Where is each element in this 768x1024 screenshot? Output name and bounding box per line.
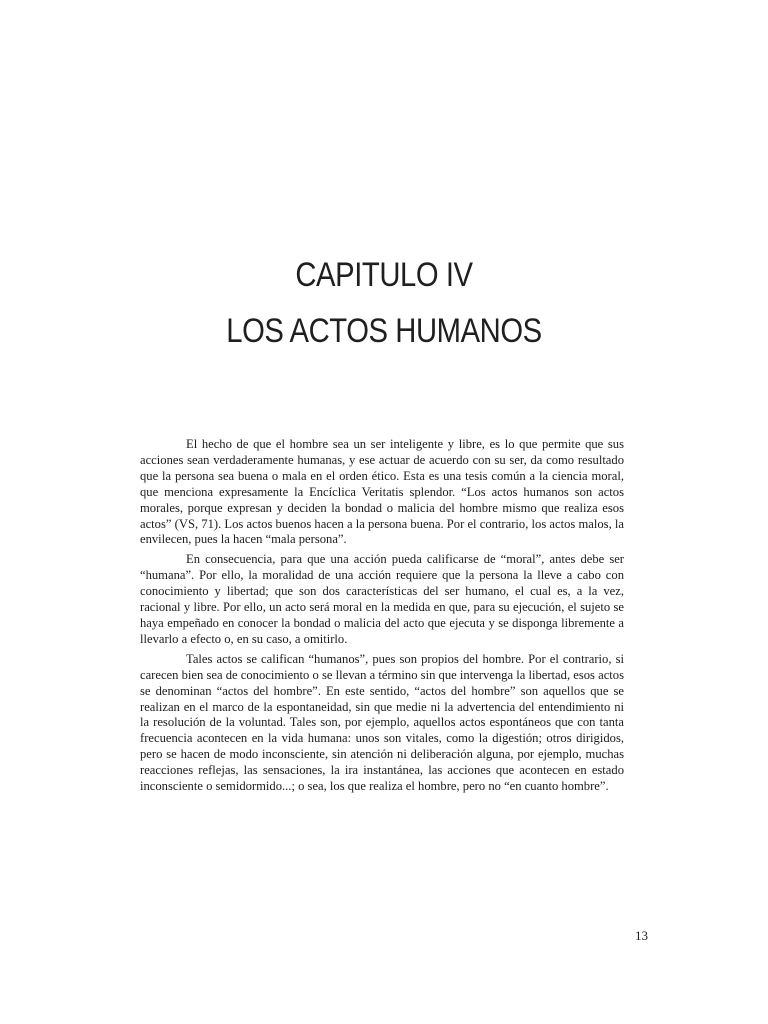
chapter-number: CAPITULO IV (295, 256, 473, 294)
page-number: 13 (635, 928, 648, 943)
paragraph-1: El hecho de que el hombre sea un ser inteligente y libre, es lo que permite que sus acciones sean verdaderamente humanas, y ese actuar de acuerdo con su ser, da como resultado que la persona sea buena o mala en el orden ético. Esta es una tesis común a la ciencia moral, que menciona expresamente la Encíclica Veritatis splendor. “Los actos humanos son actos morales, porque expresan y deciden la bondad o malicia del hombre mismo que realiza esos actos” (VS, 71). Los actos buenos hacen a la persona buena. Por el contrario, los actos malos, la envilecen, pues la hacen “mala persona”. (140, 437, 624, 547)
chapter-title: LOS ACTOS HUMANOS (226, 312, 542, 350)
paragraph-3: Tales actos se califican “humanos”, pues son propios del hombre. Por el contrario, si carecen bien sea de conocimiento o se llevan a término sin que intervenga la libertad, esos actos se denominan “actos del hombre”. En este sentido, “actos del hombre” son aquellos que se realizan en el marco de la espontaneidad, sin que medie ni la advertencia del entendimiento ni la resolución de la voluntad. Tales son, por ejemplo, aquellos actos espontáneos que con tanta frecuencia acontecen en la vida humana: unos son vitales, como la digestión; otros dirigidos, pero se hacen de modo inconsciente, sin atención ni deliberación alguna, por ejemplo, muchas reacciones reflejas, las sensaciones, la ira instantánea, las acciones que acontecen en estado inconsciente o semidormido...; o sea, los que realiza el hombre, pero no “en cuanto hombre”. (140, 651, 624, 794)
paragraph-2: En consecuencia, para que una acción pueda calificarse de “moral”, antes debe ser “humana”. Por ello, la moralidad de una acción requiere que la persona la lleve a cabo con conocimiento y libertad; que son dos características del ser humano, el cual es, a la vez, racional y libre. Por ello, un acto será moral en la medida en que, para su ejecución, el sujeto se haya empeñado en conocer la bondad o malicia del acto que ejecuta y se disponga libremente a llevarlo a efecto o, en su caso, a omitirlo. (140, 552, 624, 646)
body-text (140, 437, 624, 799)
